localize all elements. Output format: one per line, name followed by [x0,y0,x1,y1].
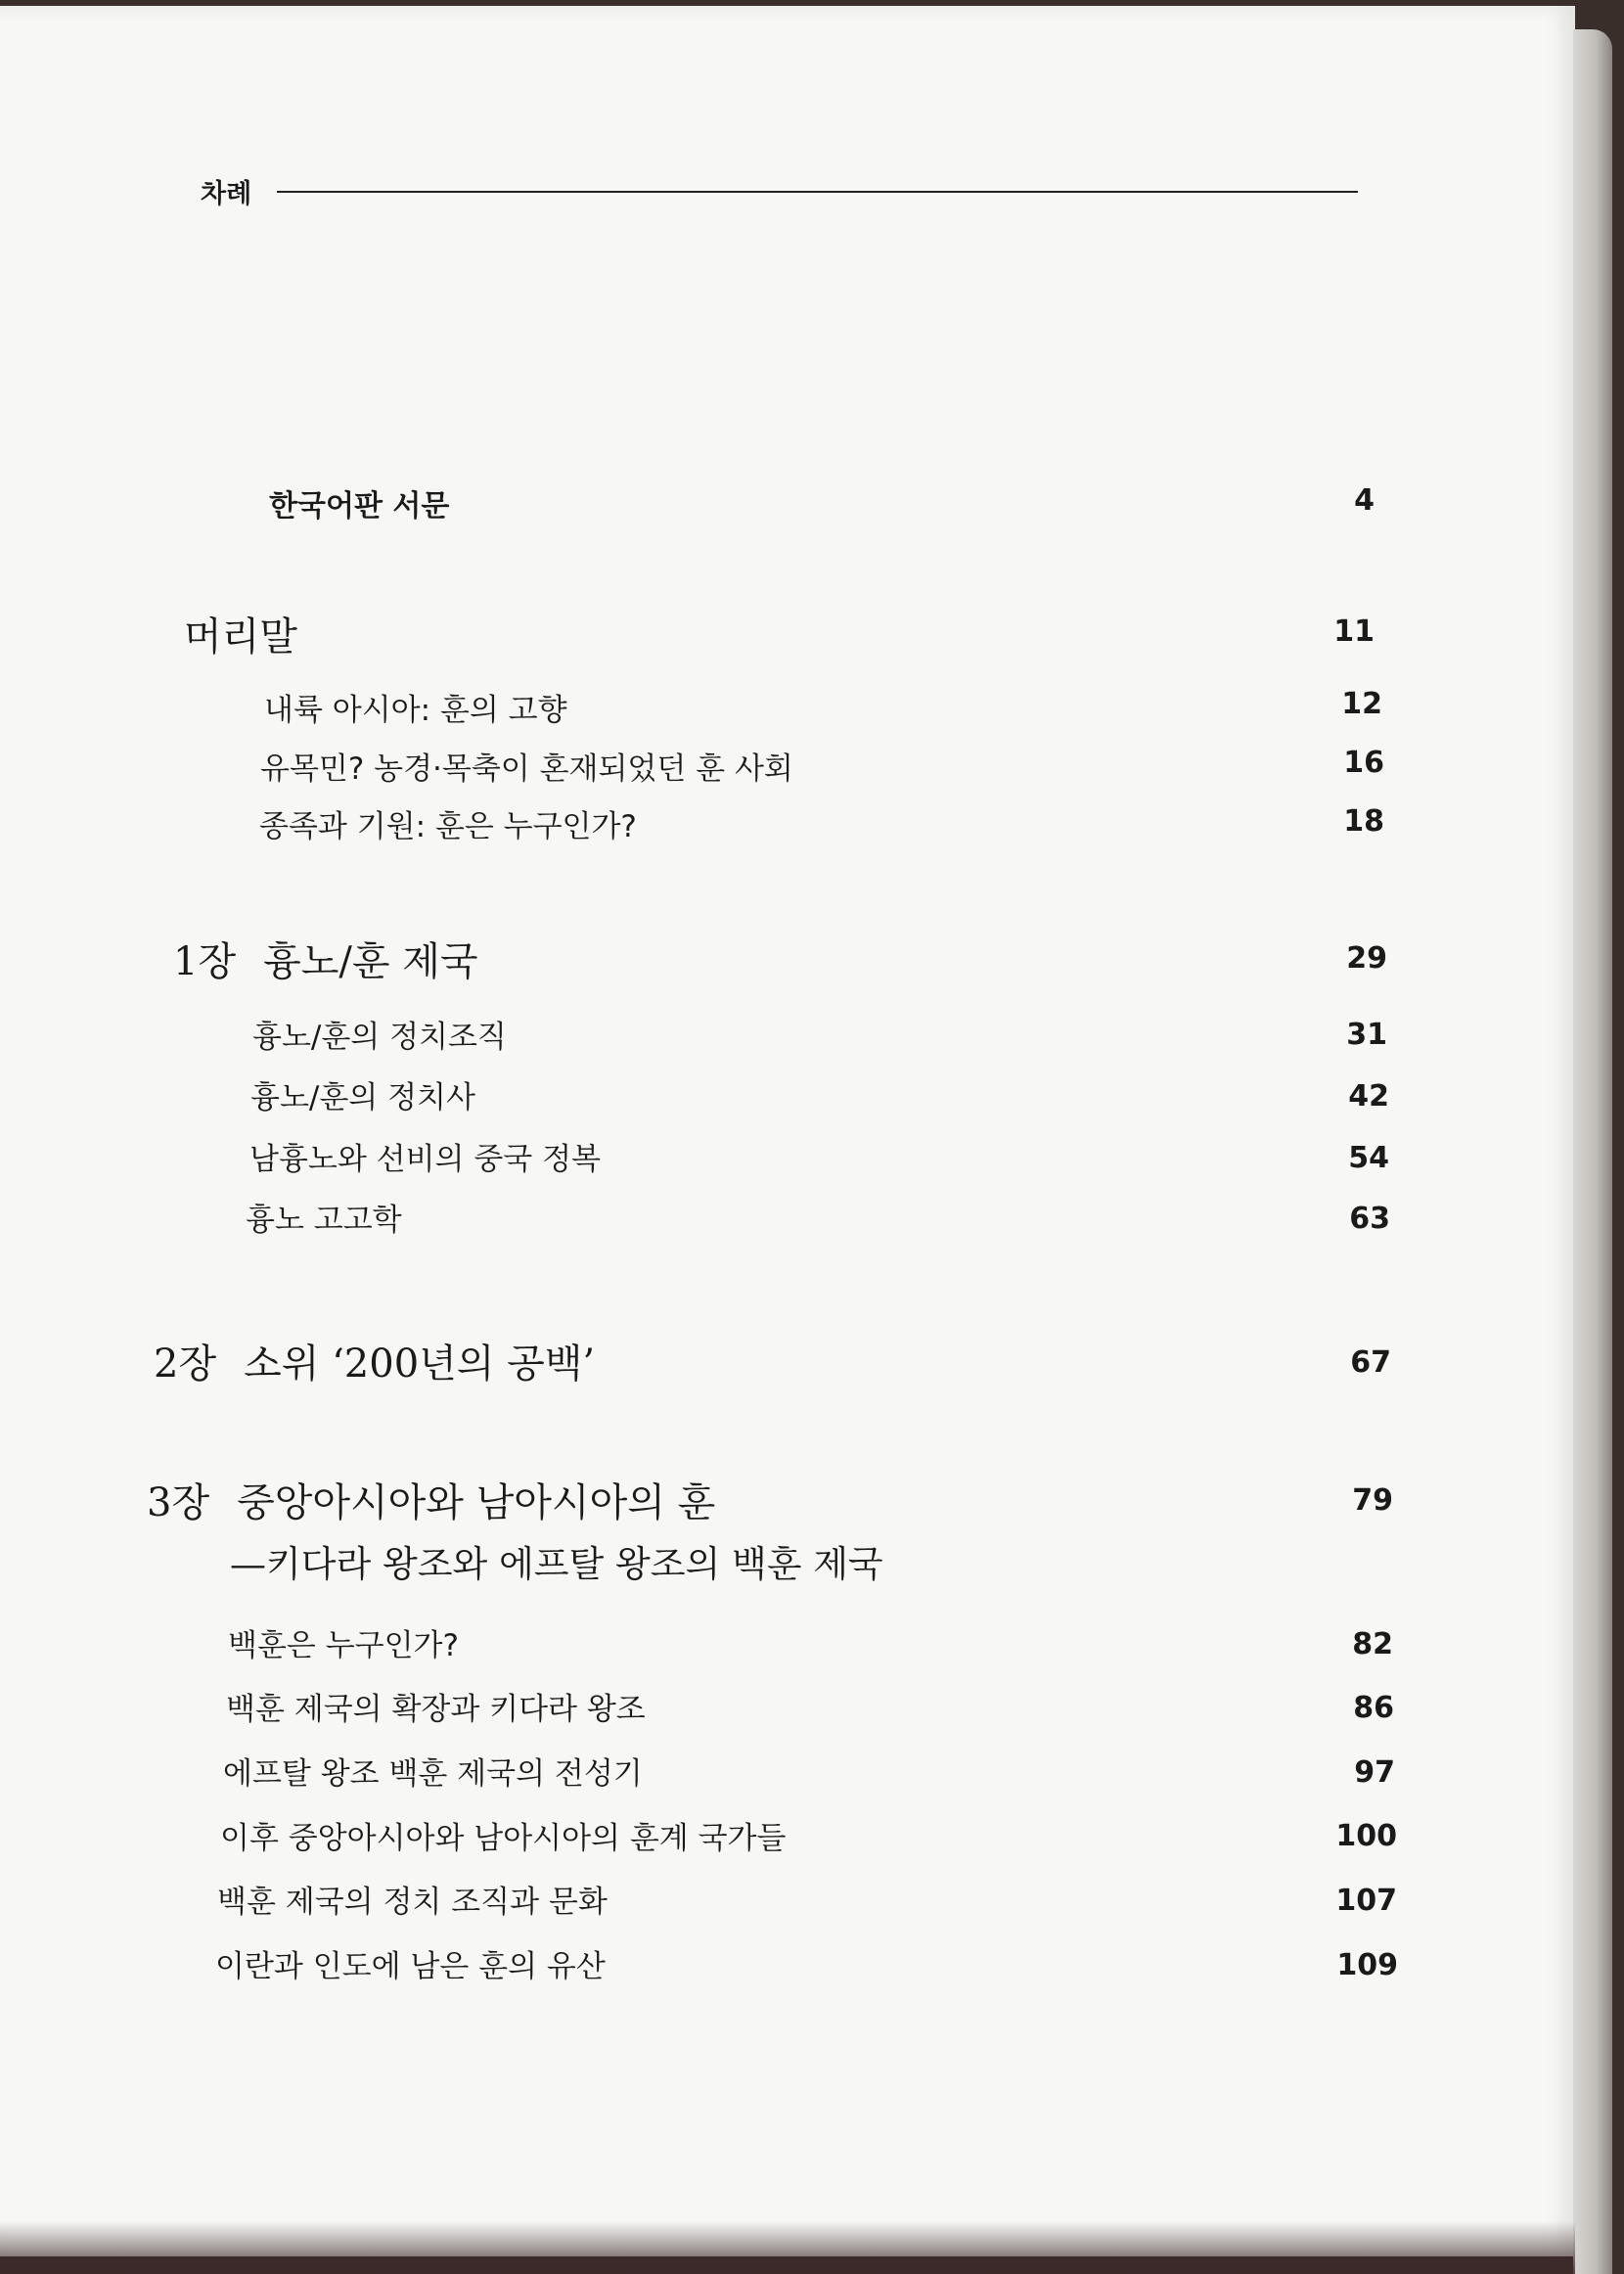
toc-title: 차례 [201,179,252,209]
entry-label: 백훈 제국의 정치 조직과 문화 [217,1885,608,1920]
book-page [0,6,1575,2256]
entry-label: 유목민? 농경·목축이 혼재되었던 훈 사회 [260,751,793,787]
entry-label: 에프탈 왕조 백훈 제국의 전성기 [223,1756,643,1792]
entry-page: 31 [1346,1018,1387,1052]
chapter-number: 3장 [147,1480,210,1525]
bottom-shadow [0,2221,1575,2274]
entry-page: 67 [1350,1345,1391,1380]
entry-page: 12 [1341,687,1382,721]
entry-label: 한국어판 서문 [269,489,450,523]
entry-label: 종족과 기원: 훈은 누구인가? [259,809,637,844]
chapter-subtitle-text: —키다라 왕조와 에프탈 왕조의 백훈 제국 [230,1543,883,1585]
entry-page: 11 [1333,614,1375,649]
toc-header [201,172,1360,211]
entry-label: 흉노 고고학 [246,1203,402,1238]
header-rule [277,191,1358,193]
entry-page: 79 [1352,1483,1393,1518]
entry-page: 100 [1335,1819,1397,1853]
entry-page: 18 [1343,804,1384,839]
entry-page: 107 [1335,1884,1397,1918]
entry-label: 이후 중앙아시아와 남아시아의 훈계 국가들 [220,1821,787,1856]
entry-page: 54 [1348,1141,1389,1175]
entry-page: 63 [1349,1202,1390,1236]
entry-label: 백훈은 누구인가? [228,1628,459,1663]
chapter-title: 흉노/훈 제국 [263,939,478,984]
entry-label: 흉노/훈의 정치사 [250,1080,475,1115]
chapter-number: 2장 [154,1342,217,1387]
entry-label: 남흉노와 선비의 중국 정복 [249,1142,601,1177]
entry-page: 42 [1348,1079,1389,1114]
entry-page: 97 [1354,1755,1395,1790]
entry-page: 109 [1336,1948,1398,1982]
entry-label: 이란과 인도에 남은 훈의 유산 [215,1949,606,1984]
chapter-number: 1장 [173,939,237,984]
chapter-title: 소위 ‘200년의 공백’ [244,1342,596,1387]
page-edge [1573,29,1612,2274]
entry-page: 29 [1346,941,1387,976]
entry-label: 머리말 [184,614,297,659]
entry-page: 4 [1354,483,1375,518]
entry-page: 82 [1352,1627,1393,1661]
chapter-title: 중앙아시아와 남아시아의 훈 [237,1480,716,1525]
entry-label: 내륙 아시아: 훈의 고향 [264,693,567,728]
entry-page: 16 [1343,746,1384,780]
entry-label: 흉노/훈의 정치조직 [252,1020,507,1055]
entry-page: 86 [1353,1691,1394,1725]
entry-label: 백훈 제국의 확장과 키다라 왕조 [226,1692,646,1727]
